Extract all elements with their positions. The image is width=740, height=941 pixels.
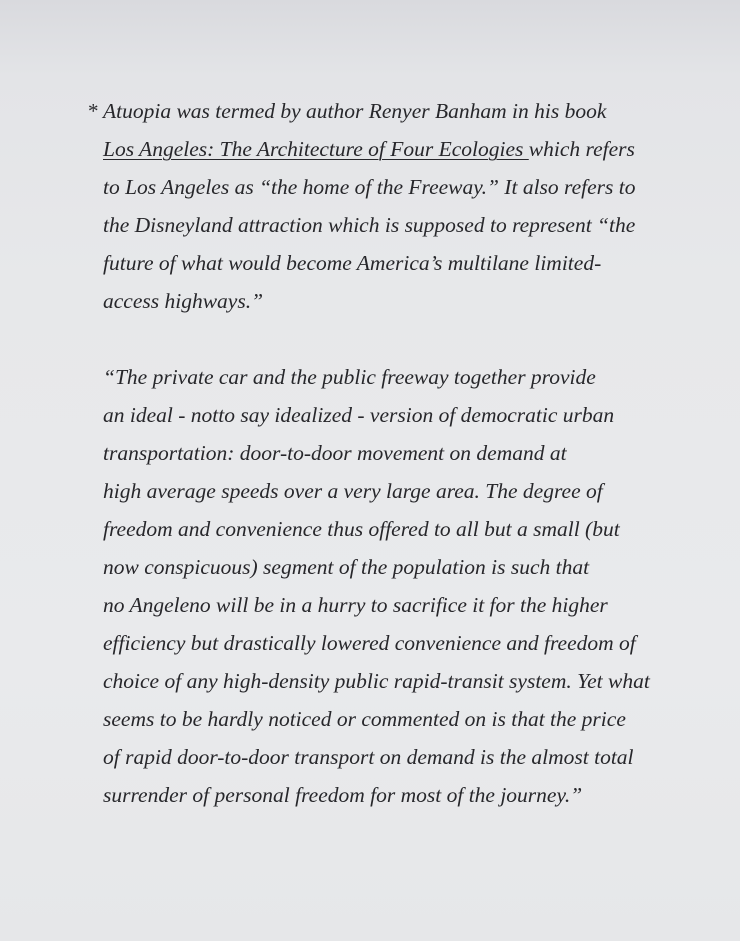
quote-line: high average speeds over a very large area. The degree of <box>103 479 603 503</box>
quote-line: transportation: door-to-door movement on demand at <box>103 441 567 465</box>
footnote-line-2 <box>103 130 688 168</box>
quote-line: no Angeleno will be in a hurry to sacrifice it for the higher <box>103 593 608 617</box>
quotation-block <box>103 358 723 814</box>
quote-line: efficiency but drastically lowered convenience and freedom of <box>103 631 636 655</box>
quote-line: surrender of personal freedom for most of the journey.” <box>103 783 583 807</box>
footnote-line-4: the Disneyland attraction which is supposed to represent “the <box>103 213 636 237</box>
quote-line: choice of any high-density public rapid-transit system. Yet what <box>103 669 650 693</box>
quote-line: freedom and convenience thus offered to all but a small (but <box>103 517 620 541</box>
quote-line: an ideal - notto say idealized - version of democratic urban <box>103 403 615 427</box>
footnote-line-1: Atuopia was termed by author Renyer Banham in his book <box>103 99 607 123</box>
footnote-line-5: future of what would become America’s multilane limited- <box>103 251 602 275</box>
quote-line: “The private car and the public freeway together provide <box>103 365 596 389</box>
footnote-asterisk: * <box>88 99 99 123</box>
quote-line: now conspicuous) segment of the population is such that <box>103 555 590 579</box>
footnote-line-3: to Los Angeles as “the home of the Freeway.” It also refers to <box>103 175 636 199</box>
footnote <box>88 92 688 320</box>
book-title: Los Angeles: The Architecture of Four Ecologies <box>103 137 529 161</box>
quote-line: of rapid door-to-door transport on demand is the almost total <box>103 745 634 769</box>
quote-line: seems to be hardly noticed or commented on is that the price <box>103 707 626 731</box>
footnote-line-6: access highways.” <box>103 289 264 313</box>
footnote-line-2-rest: which refers <box>528 137 635 161</box>
